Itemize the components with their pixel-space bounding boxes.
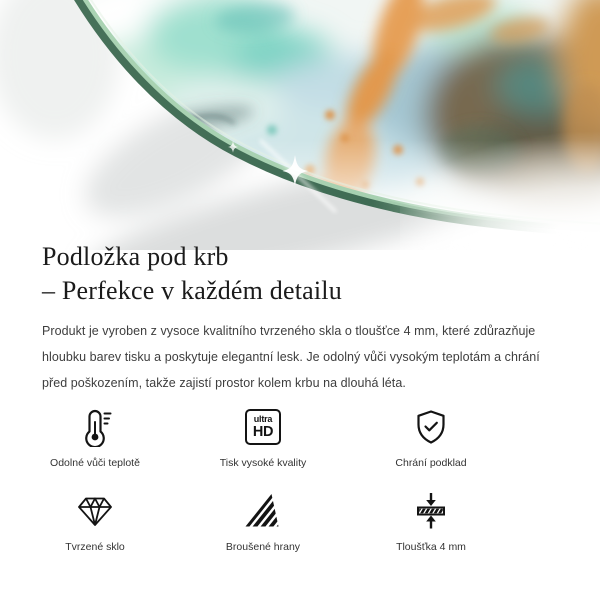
beveled-edges-icon: [243, 489, 283, 533]
feature-label: Broušené hrany: [225, 541, 301, 553]
title-line-1: Podložka pod krb: [42, 242, 229, 271]
feature-label: Odolné vůči teplotě: [50, 457, 140, 469]
product-photo: [0, 0, 600, 234]
feature-heat-resistant: [11, 405, 179, 470]
feature-grid: [11, 405, 600, 554]
product-description: Produkt je vyroben z vysoce kvalitního tvrzeného skla o tloušťce 4 mm, které zdůrazňuje hloubku barev tisku a poskytuje elegantní lesk. Je odolný vůči vysokým teplotám a chrání před poškozením, takže zajistí prostor kolem krbu na dlouhá léta.: [42, 324, 540, 390]
feature-thickness: [347, 489, 515, 554]
diamond-icon: [75, 489, 115, 533]
product-text-block: [42, 240, 560, 396]
shield-check-icon: [411, 405, 451, 449]
thermometer-icon: [75, 405, 115, 449]
feature-label: Chrání podklad: [395, 457, 467, 469]
uhd-text-hd: HD: [252, 423, 274, 440]
feature-label: Tvrzené sklo: [65, 541, 125, 553]
feature-print-quality: [179, 405, 347, 470]
feature-label: Tloušťka 4 mm: [396, 541, 466, 553]
ultra-hd-icon: [245, 405, 281, 449]
uhd-text-ultra: ultra: [253, 413, 273, 424]
glass-pad-image: [0, 0, 600, 250]
feature-protects-floor: [347, 405, 515, 470]
feature-label: Tisk vysoké kvality: [219, 457, 307, 469]
page-title: [42, 240, 560, 308]
title-line-2: – Perfekce v každém detailu: [42, 276, 342, 305]
feature-tempered-glass: [11, 489, 179, 554]
compressed-thickness-icon: [411, 489, 451, 533]
feature-beveled-edges: [179, 489, 347, 554]
